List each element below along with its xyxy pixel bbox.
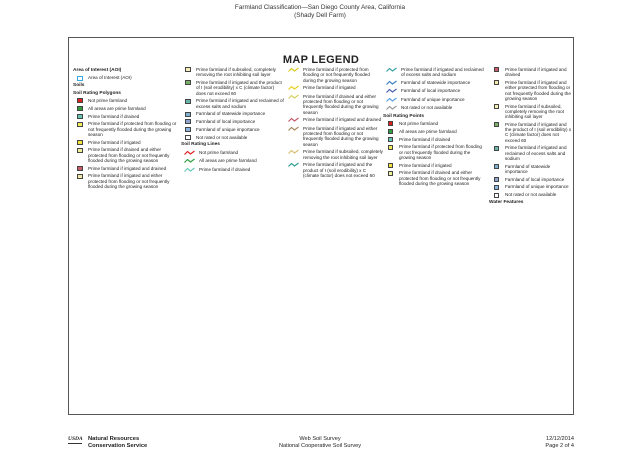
line-symbol-icon	[386, 67, 397, 73]
legend-label: Farmland of unique importance	[401, 96, 465, 102]
legend-item	[383, 144, 485, 160]
legend-label: Farmland of local importance	[401, 88, 461, 94]
line-symbol-icon	[288, 149, 299, 155]
line-symbol-icon	[288, 67, 299, 73]
legend-label: Prime farmland if irrigated and drained	[505, 67, 567, 78]
polygon-swatch	[185, 99, 191, 104]
line-symbol-icon	[184, 167, 195, 173]
legend-item	[73, 106, 177, 111]
legend-item	[383, 121, 485, 126]
legend-label: Farmland of statewide importance	[196, 111, 266, 117]
legend-label: Farmland of statewide importance	[505, 163, 551, 174]
legend-label: Prime farmland if irrigated and the product of I (soil erodibility) x C (climate factor) does not exceed 60	[303, 162, 375, 178]
polygon-swatch	[77, 140, 83, 145]
survey-program: National Cooperative Soil Survey	[278, 443, 362, 449]
legend-label: Prime farmland if irrigated and either protected from flooding or not frequently flooded during the growing season	[88, 173, 170, 190]
point-symbol-icon	[388, 171, 393, 176]
document-title	[0, 4, 640, 20]
legend-item	[285, 94, 383, 115]
polygon-swatch	[185, 135, 191, 140]
legend-label: Not prime farmland	[88, 98, 128, 103]
polygon-swatch	[185, 127, 191, 132]
legend-label: Area of Interest (AOI)	[88, 75, 132, 81]
polygon-swatch	[185, 112, 191, 117]
legend-item	[489, 145, 573, 161]
polygon-swatch	[77, 166, 83, 171]
legend-label: Prime farmland if drained and either protected from flooding or not frequently flooded during the growing season	[303, 93, 379, 115]
point-symbol-icon	[494, 164, 499, 169]
legend-label: Prime farmland if drained and either protected from flooding or not frequently flooded during the growing season	[88, 147, 170, 163]
legend-item	[489, 192, 573, 197]
legend-item	[73, 140, 177, 145]
polygon-legend-list	[181, 67, 285, 140]
legend-item	[73, 147, 177, 163]
title-line-1: Farmland Classification—San Diego County Area, California	[234, 4, 406, 11]
legend-label: Prime farmland if irrigated and the product of I (soil erodibility) x C (climate factor) does not exceed 60	[196, 79, 282, 96]
legend-item	[73, 75, 177, 80]
soils-heading: Soils	[73, 83, 85, 89]
legend-item	[285, 149, 383, 160]
line-symbol-icon	[386, 105, 397, 111]
legend-label: Not rated or not available	[505, 192, 557, 198]
legend-label: Farmland of unique importance	[505, 184, 569, 190]
point-symbol-icon	[494, 104, 499, 109]
legend-item	[181, 158, 285, 164]
polygon-legend-list	[73, 98, 177, 189]
legend-item	[181, 135, 285, 140]
lines-heading: Soil Rating Lines	[181, 142, 220, 148]
footer-date-page	[545, 436, 574, 450]
legend-label: Prime farmland if irrigated and the product of I (soil erodibility) x C (climate factor) does not exceed 60	[505, 121, 572, 143]
legend-label: Prime farmland if drained	[88, 113, 140, 119]
point-symbol-icon	[494, 122, 499, 127]
legend-label: Farmland of statewide importance	[401, 79, 471, 85]
legend-item	[285, 162, 383, 178]
line-legend-list	[285, 67, 383, 178]
polygon-swatch	[77, 174, 83, 179]
legend-item	[73, 173, 177, 189]
legend-label: All areas are prime farmland	[88, 105, 146, 111]
legend-column-2	[181, 67, 285, 175]
aoi-swatch	[77, 76, 83, 81]
legend-item	[489, 184, 573, 189]
polygon-swatch	[77, 106, 83, 111]
legend-item	[489, 80, 573, 101]
point-symbol-icon	[388, 163, 393, 168]
point-symbol-icon	[388, 137, 393, 142]
legend-label: Prime farmland if irrigated	[88, 139, 141, 145]
line-legend-list	[181, 150, 285, 173]
point-symbol-icon	[494, 146, 499, 151]
legend-item	[383, 97, 485, 103]
legend-item	[181, 127, 285, 132]
legend-item	[489, 104, 573, 120]
legend-column-3	[285, 67, 383, 180]
point-symbol-icon	[494, 80, 499, 85]
title-line-2: (Shady Dell Farm)	[294, 12, 346, 19]
legend-label: Not prime farmland	[399, 120, 439, 126]
line-symbol-icon	[288, 85, 299, 91]
legend-item	[181, 80, 285, 96]
legend-label: Prime farmland if subsoiled, completely removing the root inhibiting soil layer	[303, 149, 383, 160]
print-date: 12/12/2014	[546, 436, 574, 442]
legend-label: Prime farmland if irrigated and reclaimed of excess salts and sodium	[196, 98, 284, 109]
legend-item	[181, 67, 285, 78]
legend-label: Prime farmland if subsoiled, completely removing the root inhibiting soil layer	[505, 103, 564, 120]
legend-item	[73, 166, 177, 171]
line-symbol-icon	[288, 94, 299, 100]
legend-label: Prime farmland if irrigated and either protected from flooding or not frequently flooded during the growing season	[303, 125, 379, 147]
legend-label: Prime farmland if irrigated and reclaimed of excess salts and sodium	[401, 67, 484, 78]
legend-item	[489, 67, 573, 78]
legend-label: Not rated or not available	[196, 134, 248, 140]
legend-label: Farmland of local importance	[196, 119, 256, 125]
polygon-swatch	[185, 80, 191, 85]
legend-label: Farmland of local importance	[505, 176, 565, 182]
legend-item	[181, 98, 285, 109]
legend-item	[489, 164, 573, 175]
legend-item	[383, 129, 485, 134]
legend-label: All areas are prime farmland	[399, 128, 457, 134]
line-symbol-icon	[386, 97, 397, 103]
legend-label: Prime farmland if irrigated and either protected from flooding or not frequently flooded during the growing season	[505, 79, 571, 101]
legend-item	[285, 67, 383, 83]
legend-column-1	[73, 67, 177, 192]
legend-item	[285, 126, 383, 147]
legend-label: Prime farmland if irrigated and drained	[303, 117, 382, 123]
legend-item	[181, 150, 285, 156]
aoi-heading: Area of Interest (AOI)	[73, 68, 122, 73]
legend-item	[73, 121, 177, 137]
line-symbol-icon	[386, 80, 397, 86]
legend-item	[181, 167, 285, 173]
map-legend	[68, 37, 574, 415]
polygon-swatch	[185, 119, 191, 124]
legend-item	[73, 114, 177, 119]
legend-item	[383, 163, 485, 168]
legend-label: Prime farmland if irrigated and drained	[88, 165, 167, 171]
line-symbol-icon	[184, 150, 195, 156]
polygon-swatch	[185, 67, 191, 72]
legend-item	[383, 105, 485, 111]
point-legend-list	[383, 121, 485, 186]
polygons-heading: Soil Rating Polygons	[73, 90, 121, 96]
point-symbol-icon	[388, 121, 393, 126]
legend-item	[489, 177, 573, 182]
legend-label: Prime farmland if irrigated and reclaimed of excess salts and sodium	[505, 145, 567, 162]
line-symbol-icon	[288, 117, 299, 123]
point-legend-list	[489, 67, 573, 198]
legend-label: Not rated or not available	[401, 105, 453, 111]
legend-item	[181, 111, 285, 116]
footer-survey	[0, 436, 640, 450]
legend-label: Prime farmland if protected from flooding or not frequently flooded during the growing season	[399, 144, 482, 160]
legend-label: Prime farmland if drained and either protected from flooding or not frequently flooded during the growing season	[399, 170, 481, 186]
line-symbol-icon	[386, 88, 397, 94]
agency-name-line-2: Conservation Service	[88, 443, 148, 449]
legend-item	[73, 98, 177, 103]
legend-column-4	[383, 67, 485, 189]
legend-item	[383, 80, 485, 86]
legend-label: Prime farmland if protected from flooding or not frequently flooded during the growing season	[88, 121, 177, 137]
legend-label: Prime farmland if drained	[399, 136, 451, 142]
polygon-swatch	[77, 114, 83, 119]
polygon-swatch	[77, 148, 83, 153]
point-symbol-icon	[494, 185, 499, 190]
legend-item	[285, 85, 383, 91]
agency-name-line-1: Natural Resources	[88, 436, 140, 442]
legend-label: Not prime farmland	[199, 149, 239, 155]
point-symbol-icon	[494, 177, 499, 182]
line-symbol-icon	[184, 158, 195, 164]
legend-label: Prime farmland if drained	[199, 166, 251, 172]
line-symbol-icon	[288, 126, 299, 132]
legend-label: Farmland of unique importance	[196, 126, 260, 132]
legend-item	[383, 88, 485, 94]
legend-label: Prime farmland if subsoiled, completely removing the root inhibiting soil layer	[196, 67, 276, 78]
polygon-swatch	[77, 98, 83, 103]
legend-item	[285, 117, 383, 123]
points-heading: Soil Rating Points	[383, 113, 425, 119]
survey-name: Web Soil Survey	[299, 436, 341, 442]
point-symbol-icon	[388, 129, 393, 134]
legend-column-5	[489, 67, 573, 207]
line-legend-list	[383, 67, 485, 111]
legend-title: MAP LEGEND	[282, 54, 360, 66]
legend-label: Prime farmland if protected from flooding or not frequently flooded during the growing season	[303, 67, 370, 83]
legend-label: Prime farmland if irrigated	[399, 162, 452, 168]
legend-item	[383, 67, 485, 78]
legend-item	[181, 119, 285, 124]
point-symbol-icon	[494, 67, 499, 72]
line-symbol-icon	[288, 162, 299, 168]
legend-item	[383, 137, 485, 142]
legend-item	[489, 122, 573, 143]
legend-label: All areas are prime farmland	[199, 158, 257, 164]
point-symbol-icon	[388, 145, 393, 150]
point-symbol-icon	[494, 193, 499, 198]
legend-item	[383, 170, 485, 186]
page-number: Page 2 of 4	[545, 443, 574, 449]
water-features-heading: Water Features	[489, 200, 524, 206]
polygon-swatch	[77, 122, 83, 127]
legend-label: Prime farmland if irrigated	[303, 85, 356, 91]
logo-text: USDA	[68, 436, 83, 442]
